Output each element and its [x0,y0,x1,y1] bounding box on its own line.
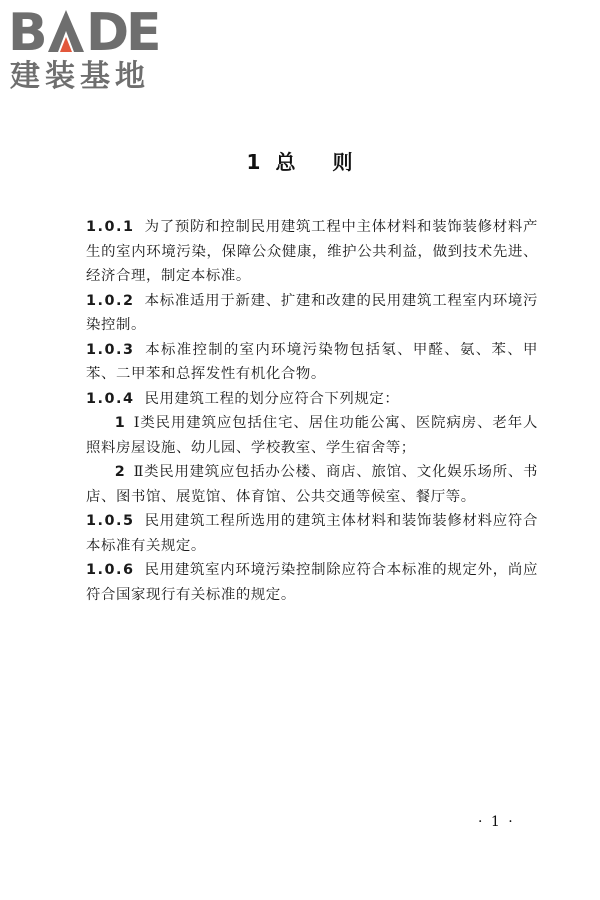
clause-1-0-6 [86,558,538,607]
clause-text: 本标准控制的室内环境污染物包括氡、甲醛、氨、苯、甲苯、二甲苯和总挥发性有机化合物。 [86,341,538,382]
logo-chinese-name: 建装基地 [10,59,150,94]
clause-number: 1.0.1 [86,219,135,235]
item-text: Ⅱ类民用建筑应包括办公楼、商店、旅馆、文化娱乐场所、书店、图书馆、展览馆、体育馆、公共交通等候室、餐厅等。 [86,464,538,505]
clause-1-0-1 [86,215,538,289]
clause-text: 民用建筑室内环境污染控制除应符合本标准的规定外，尚应符合国家现行有关标准的规定。 [86,562,538,603]
bade-logo [8,6,178,96]
clause-1-0-2 [86,289,538,338]
clause-item-2 [86,460,538,509]
page-number: · 1 · [478,814,515,830]
clause-1-0-4 [86,387,538,412]
clause-number: 1.0.5 [86,513,135,529]
item-number: 2 [114,464,126,480]
clause-number: 1.0.6 [86,562,135,578]
clause-text: 民用建筑工程的划分应符合下列规定： [144,390,400,407]
clause-text: 民用建筑工程所选用的建筑主体材料和装饰装修材料应符合本标准有关规定。 [86,513,538,554]
clause-number: 1.0.2 [86,292,135,309]
clause-text: 本标准适用于新建、扩建和改建的民用建筑工程室内环境污染控制。 [86,292,538,333]
item-text: Ⅰ类民用建筑应包括住宅、居住功能公寓、医院病房、老年人照料房屋设施、幼儿园、学校教室、学生宿舍等； [86,415,538,456]
clause-1-0-3 [86,338,538,387]
logo-a-mark [48,10,84,52]
item-number: 1 [114,415,126,431]
clause-number: 1.0.3 [86,341,135,358]
chapter-title-char-2: 则 [332,150,354,174]
logo-d: D [86,6,130,56]
clause-item-1 [86,411,538,460]
bade-wordmark [8,6,176,56]
chapter-body [86,215,538,607]
chapter-title-char-1: 总 [275,150,297,174]
chapter-title [0,146,600,175]
clause-text: 为了预防和控制民用建筑工程中主体材料和装饰装修材料产生的室内环境污染，保障公众健康，维护公共利益，做到技术先进、经济合理，制定本标准。 [86,219,538,284]
clause-number: 1.0.4 [86,390,135,407]
clause-1-0-5 [86,509,538,558]
logo-e: E [126,6,162,56]
logo-b: B [8,6,48,56]
chapter-number: 1 [246,150,262,174]
